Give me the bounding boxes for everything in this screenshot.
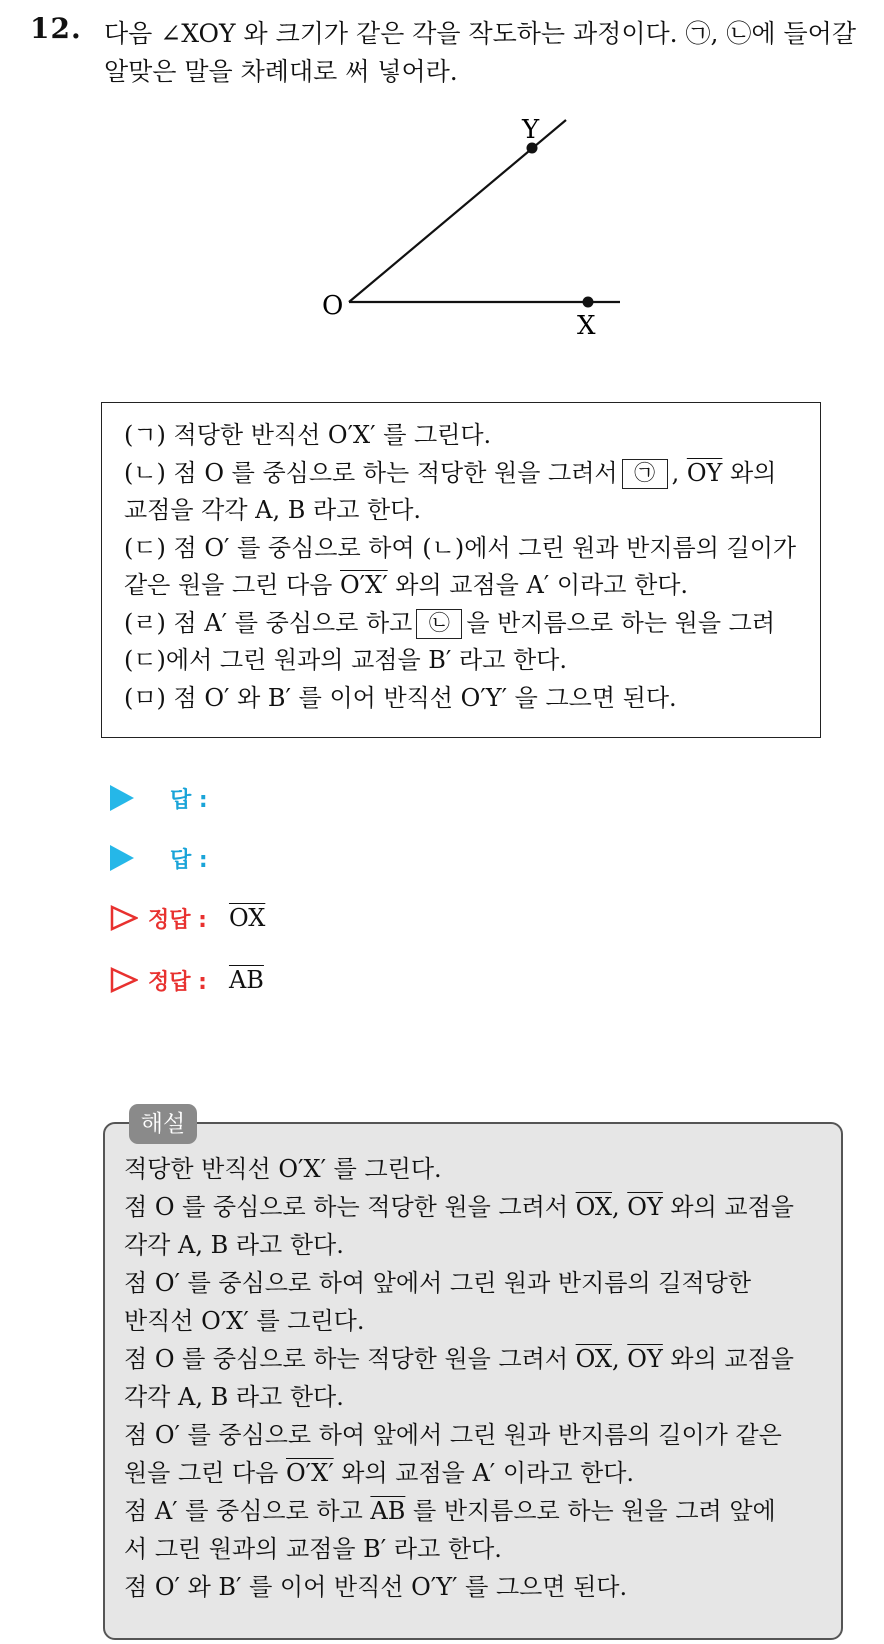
correct-answer-row-1 [110, 898, 265, 938]
step-3-end: 와의 교점을 A′ 이라고 한다. [387, 571, 689, 599]
answer-label: 답 : [170, 787, 208, 813]
explanation-line: 각각 A, B 라고 한다. [124, 1231, 344, 1259]
step-2-comma: , [671, 458, 687, 487]
blank-2: ㉡ [416, 609, 462, 639]
blank-1: ㉠ [622, 459, 668, 489]
explanation-text [124, 1150, 794, 1606]
question-text-line-2: 알맞은 말을 차례대로 써 넣어라. [104, 57, 458, 86]
explanation-line: 서 그린 원과의 교점을 B′ 라고 한다. [124, 1535, 502, 1563]
correct-answer-2: $\overline{AB}$ [228, 966, 264, 994]
play-icon [110, 785, 134, 811]
label-y: Y [522, 115, 540, 145]
correct-answer-row-2 [110, 960, 264, 1000]
label-o: O [322, 291, 344, 321]
step-4 [124, 605, 814, 643]
explanation-line: 점 O 를 중심으로 하는 적당한 원을 그려서 $\overline{OX}$, $\overline{OY}$ 와의 교점을 [124, 1193, 794, 1221]
step-2 [124, 455, 814, 493]
angle-figure [0, 0, 884, 380]
correct-label: 정답 : [148, 969, 207, 995]
segment-oy: $\overline{OY}$ [686, 458, 723, 487]
ray-o-x-prime: O′X′ [340, 571, 388, 599]
correct-answer-1: $\overline{OX}$ [228, 904, 266, 932]
explanation-line: 각각 A, B 라고 한다. [124, 1383, 344, 1411]
step-2-text: (ㄴ) 점 O 를 중심으로 하는 적당한 원을 그려서 [124, 458, 618, 487]
triangle-outline-icon [110, 904, 138, 932]
question-number: 12. [30, 12, 82, 45]
correct-label: 정답 : [148, 907, 207, 933]
explanation-line: 점 O′ 를 중심으로 하여 앞에서 그린 원과 반지름의 길적당한 [124, 1269, 752, 1297]
step-4-text: (ㄹ) 점 A′ 를 중심으로 하고 [124, 608, 413, 637]
explanation-line: 점 O′ 와 B′ 를 이어 반직선 O′Y′ 를 그으면 된다. [124, 1573, 628, 1601]
step-2-cont: 교점을 각각 A, B 라고 한다. [124, 496, 422, 524]
label-x: X [577, 311, 596, 341]
answer-label: 답 : [170, 847, 208, 873]
explanation-line: 점 O′ 를 중심으로 하여 앞에서 그린 원과 반지름의 길이가 같은 [124, 1421, 782, 1449]
play-icon [110, 845, 134, 871]
answer-row-2 [110, 838, 208, 878]
step-3: (ㄷ) 점 O′ 를 중심으로 하여 (ㄴ)에서 그린 원과 반지름의 길이가 [124, 533, 797, 562]
explanation-line: 반직선 O′X′ 를 그린다. [124, 1307, 365, 1335]
explanation-line: 점 A′ 를 중심으로 하고 $\overline{AB}$ 를 반지름으로 하는 원을 그려 앞에 [124, 1497, 776, 1525]
step-5: (ㅁ) 점 O′ 와 B′ 를 이어 반직선 O′Y′ 을 그으면 된다. [124, 683, 677, 712]
step-1: (ㄱ) 적당한 반직선 O′X′ 를 그린다. [124, 421, 492, 449]
explanation-line: 적당한 반직선 O′X′ 를 그린다. [124, 1155, 442, 1183]
triangle-outline-icon [110, 966, 138, 994]
explanation-line: 점 O 를 중심으로 하는 적당한 원을 그려서 $\overline{OX}$, $\overline{OY}$ 와의 교점을 [124, 1345, 794, 1373]
step-2-end: 와의 [722, 458, 777, 487]
step-3-cont [124, 567, 814, 605]
step-3-text: 같은 원을 그린 다음 [124, 571, 340, 599]
question-text-line-1: 다음 ∠XOY 와 크기가 같은 각을 작도하는 과정이다. ㉠, ㉡에 들어갈 [104, 19, 856, 48]
answer-row-1 [110, 778, 208, 818]
construction-steps-box [101, 402, 821, 738]
step-4-end: 을 반지름으로 하는 원을 그려 [466, 608, 776, 637]
explanation-line: 원을 그린 다음 O′X′ 와의 교점을 A′ 이라고 한다. [124, 1459, 635, 1487]
explanation-tag: 해설 [129, 1104, 197, 1144]
step-4-cont: (ㄷ)에서 그린 원과의 교점을 B′ 라고 한다. [124, 646, 567, 674]
point-x [583, 297, 594, 308]
